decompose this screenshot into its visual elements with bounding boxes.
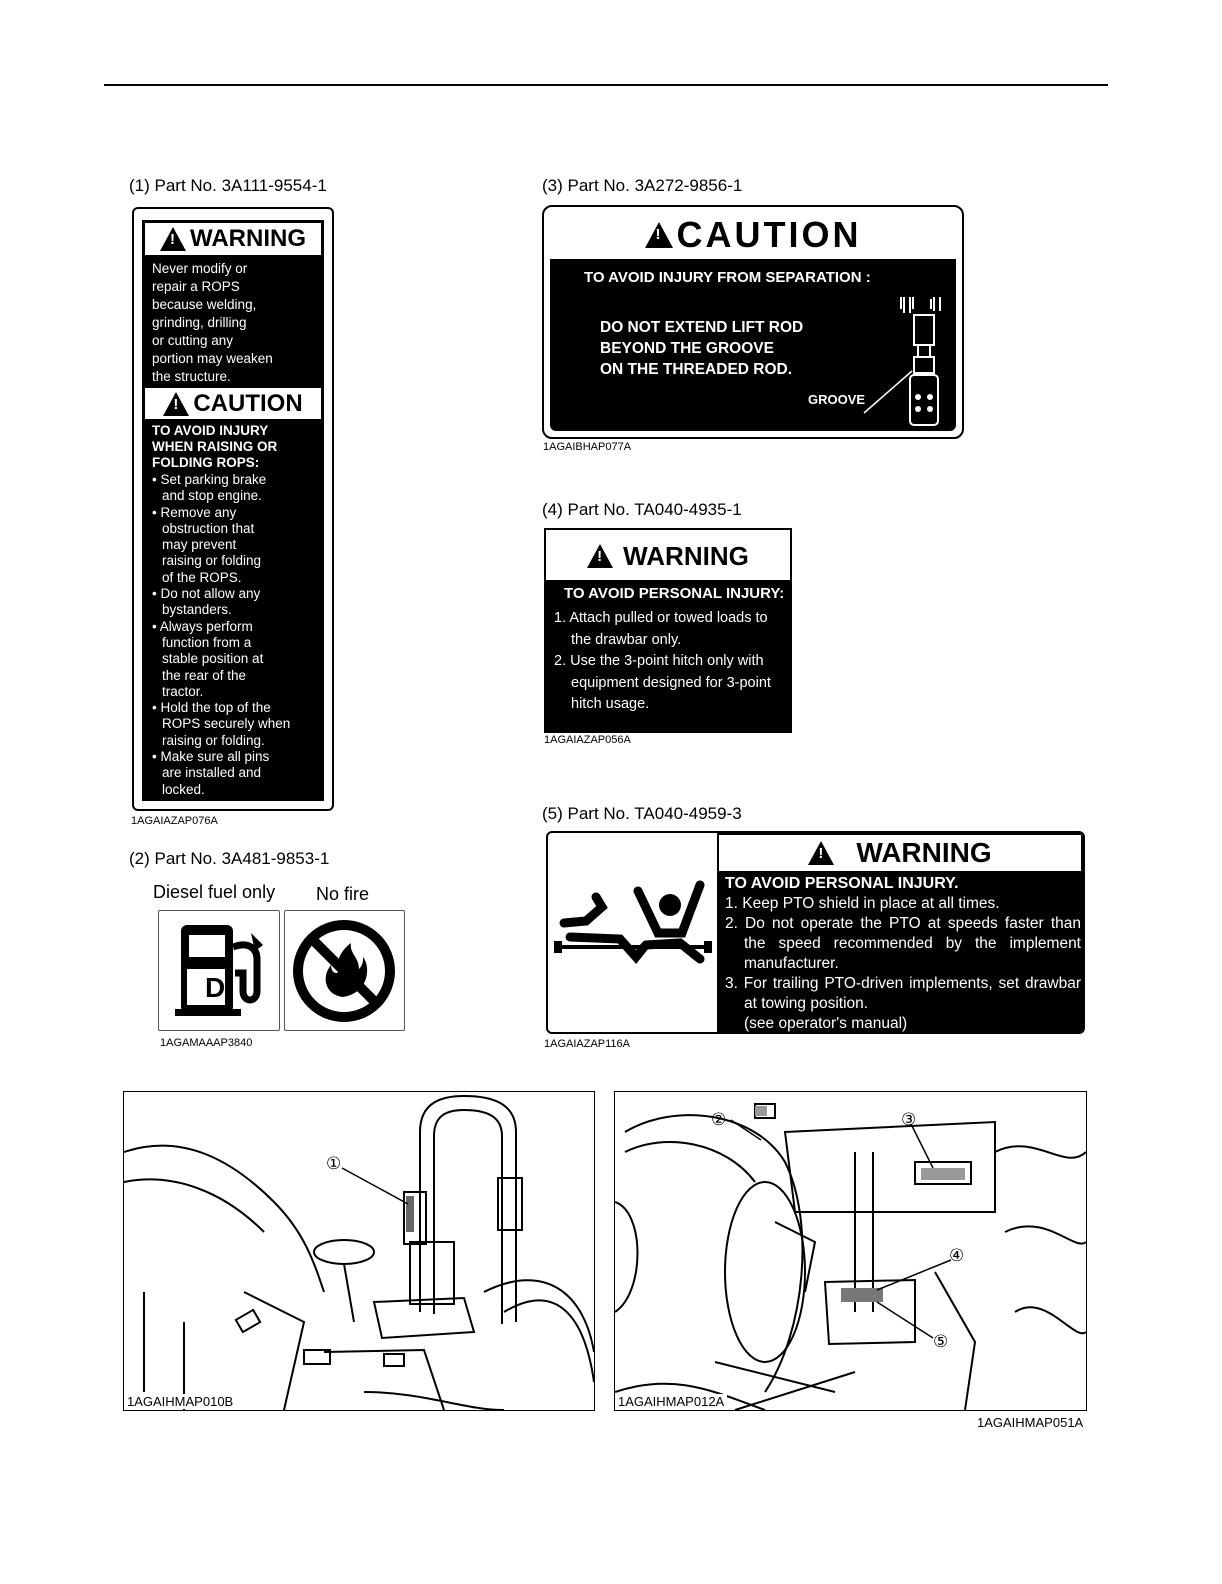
tractor-hitch-illustration [615,1092,1086,1410]
part-2-code: 1AGAMAAAP3840 [160,1037,253,1049]
decal-1-caution-sub: TO AVOID INJURY WHEN RAISING OR FOLDING ROPS: [152,423,278,470]
warning-triangle-icon [587,544,613,568]
decal-1-caution-head-text: CAUTION [193,389,303,417]
tractor-rops-figure [123,1091,595,1411]
decal-5-head-text: WARNING [856,837,992,868]
decal-1-warning-text: Never modify or repair a ROPS because welding, grinding, drilling or cutting any portion may weaken the structure. [152,261,273,384]
pto-warning-decal [546,831,1085,1034]
fuel-letter: D [205,972,226,1003]
list-item: 1. Attach pulled or towed loads to the drawbar only. [554,610,768,648]
part-2-title: (2) Part No. 3A481-9853-1 [129,849,330,868]
part-1-title: (1) Part No. 3A111-9554-1 [129,176,327,195]
callout-4: ④ [949,1246,965,1265]
decal-1-warning-head-text: WARNING [190,225,306,252]
decal-3-body [550,259,956,431]
bullet-item: • Always perform function from a stable position at the rear of the tractor. [152,618,264,699]
right-figure-code: 1AGAIHMAP012A [615,1394,727,1409]
list-item: 3. For trailing PTO-driven implements, set drawbar at towing position. (see operator's manual) [725,975,1081,1032]
groove-label: GROOVE [808,392,866,407]
part-5-code: 1AGAIAZAP116A [544,1038,631,1050]
pto-entanglement-icon [550,835,715,1030]
decal-3-message: DO NOT EXTEND LIFT ROD BEYOND THE GROOVE ON THE THREADED ROD. [600,319,804,378]
callout-2: ② [711,1110,727,1129]
left-figure-code: 1AGAIHMAP010B [124,1394,236,1409]
caution-triangle-icon [163,392,189,416]
bullet-item: • Remove any obstruction that may prevent raising or folding of the ROPS. [152,504,262,585]
decal-4-body [546,580,790,731]
callout-5: ⑤ [933,1332,949,1351]
tractor-hitch-figure [614,1091,1087,1411]
decal-5-items [725,894,1081,1034]
decal-1-warning-header [145,223,321,255]
drawbar-warning-decal [544,528,792,733]
caution-triangle-icon [645,222,673,248]
header-rule [104,84,1108,86]
decal-3-header [544,215,962,255]
decal-4-head-text: WARNING [623,540,749,571]
decal-4-header [546,536,790,576]
part-4-title: (4) Part No. TA040-4935-1 [542,500,742,519]
list-item: 1. Keep PTO shield in place at all times. [725,895,1000,912]
bullet-item: • Hold the top of the ROPS securely when raising or folding. [152,700,291,748]
diesel-fuel-decal [158,910,280,1031]
decal-1-bullets [152,472,327,798]
part-3-code: 1AGAIBHAP077A [543,441,632,453]
bullet-item: • Make sure all pins are installed and locked. [152,749,270,797]
no-fire-label: No fire [316,884,370,904]
lift-rod-caution-decal [542,205,964,439]
bullet-item: • Set parking brake and stop engine. [152,472,267,504]
no-fire-decal [284,910,405,1031]
part-1-code: 1AGAIAZAP076A [131,815,218,827]
decal-4-items [554,608,790,716]
list-item: 2. Use the 3-point hitch only with equipment designed for 3-point hitch usage. [554,653,771,712]
lift-rod-icon [860,293,950,428]
decal-3-head-text: CAUTION [676,214,862,255]
list-item: 2. Do not operate the PTO at speeds faster than the speed recommended by the implement manufacturer. [725,915,1081,972]
rops-warning-decal [132,207,334,811]
diesel-label: Diesel fuel only [153,882,276,902]
decal-5-sub: TO AVOID PERSONAL INJURY. [725,875,959,892]
part-3-title: (3) Part No. 3A272-9856-1 [542,176,743,195]
overall-figure-code: 1AGAIHMAP051A [977,1415,1084,1430]
part-4-code: 1AGAIAZAP056A [544,734,631,746]
part-5-title: (5) Part No. TA040-4959-3 [542,804,742,823]
decal-4-sub: TO AVOID PERSONAL INJURY: [564,585,785,602]
bullet-item: • Do not allow any bystanders. [152,586,261,618]
callout-1: ① [326,1154,342,1173]
decal-5-header [719,835,1081,871]
no-fire-icon [285,911,403,1029]
callout-3: ③ [901,1110,917,1129]
decal-3-sub: TO AVOID INJURY FROM SEPARATION : [584,269,871,286]
warning-triangle-icon [160,227,186,251]
fuel-pump-icon [159,911,278,1029]
warning-triangle-icon [808,841,834,865]
decal-1-caution-header [145,388,321,419]
decal-5-body [717,833,1083,1032]
tractor-seat-illustration [124,1092,594,1410]
